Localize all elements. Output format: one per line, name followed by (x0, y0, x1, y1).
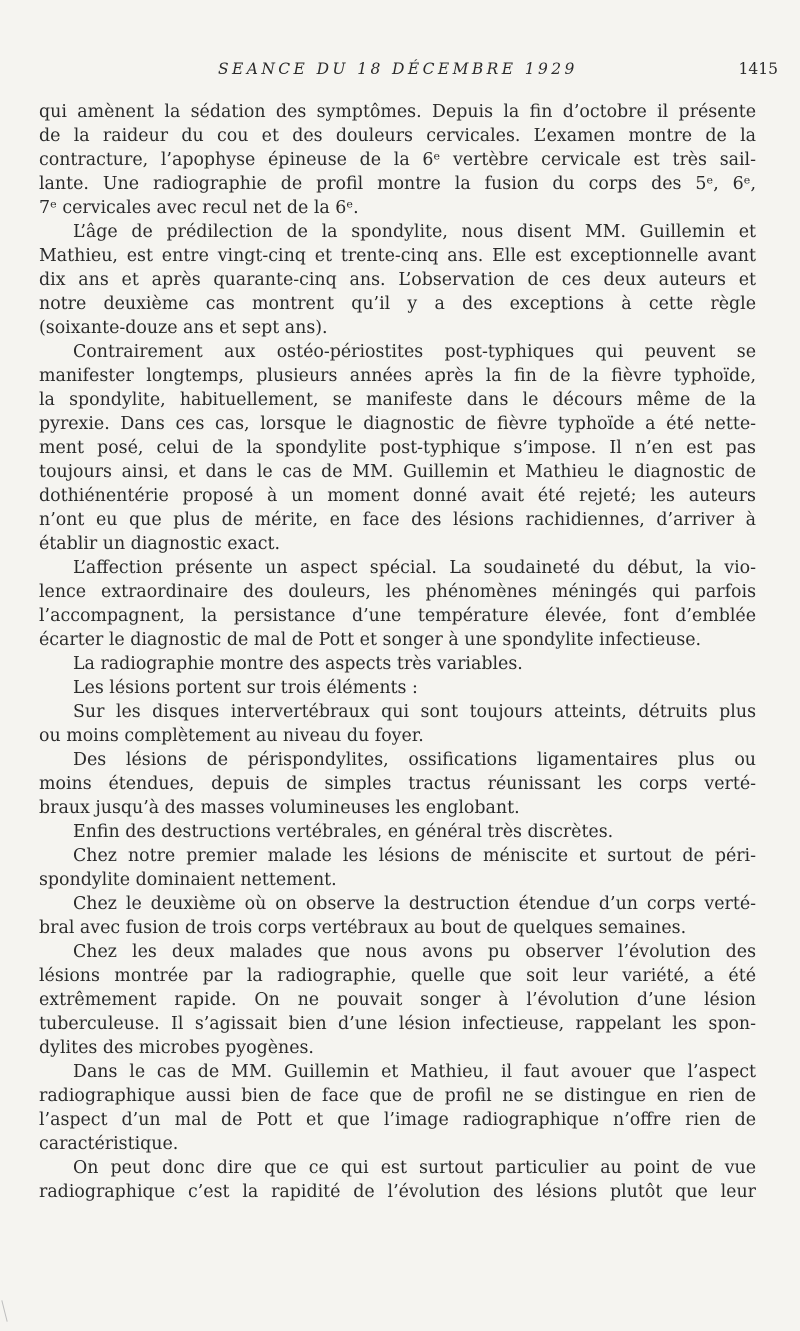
text-line: Chez le deuxième où on observe la destruction étendue d’un corps verté- (73, 894, 756, 914)
text-line: Enfin des destructions vertébrales, en général très discrètes. (73, 822, 614, 842)
text-line: Mathieu, est entre vingt-cinq et trente-cinq ans. Elle est exceptionnelle avant (39, 246, 756, 266)
text-line: de la raideur du cou et des douleurs cervicales. L’examen montre de la (39, 126, 756, 146)
text-line: l’accompagnent, la persistance d’une température élevée, font d’emblée (39, 606, 756, 626)
text-line: la spondylite, habituellement, se manifeste dans le décours même de la (39, 390, 756, 410)
text-line: lante. Une radiographie de profil montre la fusion du corps des 5ᵉ, 6ᵉ, (39, 174, 756, 194)
text-line: écarter le diagnostic de mal de Pott et songer à une spondylite infectieuse. (39, 630, 702, 650)
text-line: lence extraordinaire des douleurs, les phénomènes méningés qui parfois (39, 582, 756, 602)
text-line: manifester longtemps, plusieurs années après la fin de la fièvre typhoïde, (39, 366, 756, 386)
text-line: Dans le cas de MM. Guillemin et Mathieu, il faut avouer que l’aspect (73, 1062, 756, 1082)
margin-scratch (1, 1300, 7, 1322)
text-line: pyrexie. Dans ces cas, lorsque le diagnostic de fièvre typhoïde a été nette- (39, 414, 756, 434)
text-line: extrêmement rapide. On ne pouvait songer à l’évolution d’une lésion (39, 990, 756, 1010)
text-line: dix ans et après quarante-cinq ans. L’observation de ces deux auteurs et (39, 270, 756, 290)
text-line: Contrairement aux ostéo-périostites post-typhiques qui peuvent se (73, 342, 756, 362)
text-line: établir un diagnostic exact. (39, 534, 281, 554)
text-line: ment posé, celui de la spondylite post-typhique s’impose. Il n’en est pas (39, 438, 756, 458)
text-line: Chez les deux malades que nous avons pu observer l’évolution des (73, 942, 756, 962)
text-line: dothiénentérie proposé à un moment donné avait été rejeté; les auteurs (39, 486, 756, 506)
text-line: radiographique c’est la rapidité de l’évolution des lésions plutôt que leur (39, 1182, 756, 1202)
text-line: Les lésions portent sur trois éléments : (73, 678, 418, 698)
text-line: La radiographie montre des aspects très variables. (73, 654, 523, 674)
running-header (0, 60, 800, 84)
text-line: Sur les disques intervertébraux qui sont toujours atteints, détruits plus (73, 702, 756, 722)
text-line: Chez notre premier malade les lésions de méniscite et surtout de péri- (73, 846, 756, 866)
text-line: qui amènent la sédation des symptômes. Depuis la fin d’octobre il présente (39, 102, 756, 122)
page-number: 1415 (738, 60, 778, 78)
text-line: braux jusqu’à des masses volumineuses les englobant. (39, 798, 520, 818)
text-line: contracture, l’apophyse épineuse de la 6ᵉ vertèbre cervicale est très sail- (39, 150, 756, 170)
text-line: (soixante-douze ans et sept ans). (39, 318, 328, 338)
text-line: 7ᵉ cervicales avec recul net de la 6ᵉ. (39, 198, 359, 218)
text-line: moins étendues, depuis de simples tractus réunissant les corps verté- (39, 774, 756, 794)
text-line: notre deuxième cas montrent qu’il y a des exceptions à cette règle (39, 294, 756, 314)
text-line: L’âge de prédilection de la spondylite, nous disent MM. Guillemin et (73, 222, 756, 242)
text-line: l’aspect d’un mal de Pott et que l’image radiographique n’offre rien de (39, 1110, 756, 1130)
text-line: ou moins complètement au niveau du foyer. (39, 726, 424, 746)
text-line: n’ont eu que plus de mérite, en face des lésions rachidiennes, d’arriver à (39, 510, 756, 530)
text-line: lésions montrée par la radiographie, quelle que soit leur variété, a été (39, 966, 756, 986)
text-line: dylites des microbes pyogènes. (39, 1038, 314, 1058)
text-line: caractéristique. (39, 1134, 179, 1154)
text-line: spondylite dominaient nettement. (39, 870, 337, 890)
text-line: tuberculeuse. Il s’agissait bien d’une lésion infectieuse, rappelant les spon- (39, 1014, 756, 1034)
text-line: radiographique aussi bien de face que de profil ne se distingue en rien de (39, 1086, 756, 1106)
text-line: toujours ainsi, et dans le cas de MM. Guillemin et Mathieu le diagnostic de (39, 462, 756, 482)
text-line: L’affection présente un aspect spécial. La soudaineté du début, la vio- (73, 558, 756, 578)
text-line: Des lésions de périspondylites, ossifications ligamentaires plus ou (73, 750, 756, 770)
text-line: On peut donc dire que ce qui est surtout particulier au point de vue (73, 1158, 756, 1178)
running-title: SEANCE DU 18 DÉCEMBRE 1929 (218, 60, 578, 78)
text-line: bral avec fusion de trois corps vertébraux au bout de quelques semaines. (39, 918, 687, 938)
